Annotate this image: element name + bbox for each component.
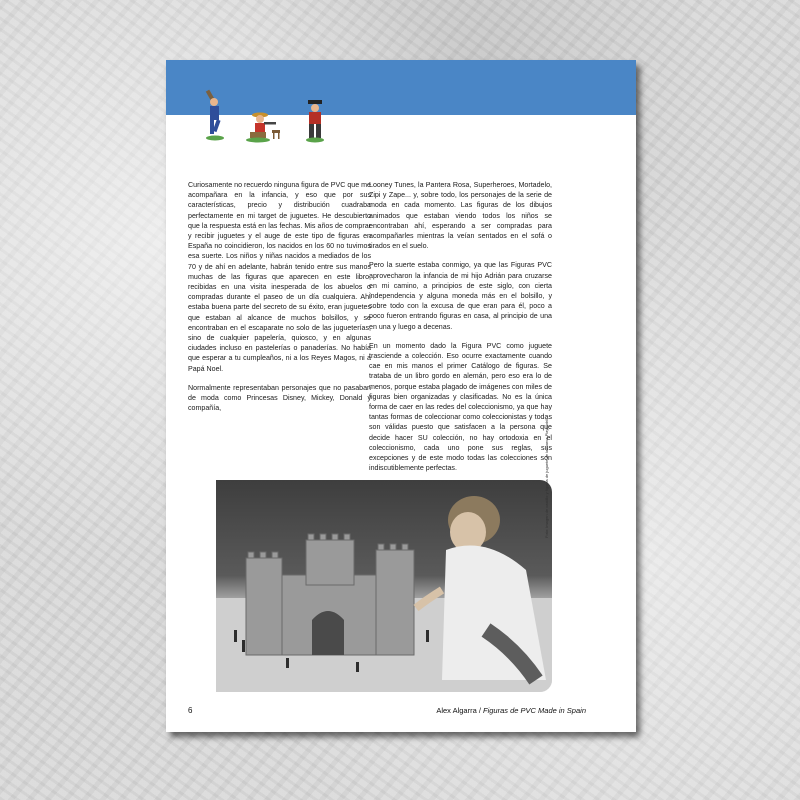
paragraph: Curiosamente no recuerdo ninguna figura de PVC que me acompañara en la infancia, y eso que por sus características, precio y distribución cuadraba perfectamente en mi target de juguetes. He descubierto que la respuesta está en las fechas. Mis años de comprar y recibir juguetes y el auge de este tipo de figuras en España no coincidieron, los nacidos en los 60 no tuvimos esa suerte. Los niños y niñas nacidos a mediados de los 70 y de ahí en adelante, habrán tenido entre sus manos muchas de las figuras que aparecen en este libro, recibidas en una visita inesperada de los abuelos o compradas durante el paseo de un día cualquiera. Ahí estaba buena parte del secreto de su éxito, eran juguetes que estaban al alcance de muchos bolsillos, y se encontraban en el escaparate no solo de las jugueterías, sino de cualquier papelería, quiosco, y en algunas ciudades incluso en pastelerías o panaderías. No había que esperar a tu cumpleaños, ni a los Reyes Magos, ni a Papá Noel. (188, 181, 371, 373)
figure-kneeling-cowboy (246, 113, 280, 143)
photo-illustration (216, 480, 552, 692)
paragraph: Normalmente representaban personajes que no pasaban de moda como Princesas Disney, Mickey, Donald y compañía, (188, 383, 371, 413)
photo-credit: Foto: Imagen de castillo y figuras de juguete de la marca Playmobil (544, 419, 549, 538)
left-text-column (188, 180, 371, 422)
castle-gate (312, 611, 344, 655)
right-text-column (369, 180, 552, 482)
book-page (166, 60, 636, 732)
page-number: 6 (188, 706, 193, 715)
footer-author: Alex Algarra / (436, 706, 481, 715)
footer-book-title: Figuras de PVC Made in Spain (483, 706, 586, 715)
pvc-figures-illustration (188, 82, 348, 162)
paragraph: Pero la suerte estaba conmigo, ya que las Figuras PVC aprovecharon la infancia de mi hijo Adrián para cruzarse en mi camino, a principios de este siglo, con cierta independencia y alguna moneda más en el bolsillo, y sobre todo con la excusa de que eran para él, poco a poco fueron entrando figuras en casa, al principio de una en una y luego a decenas. (369, 261, 552, 331)
paragraph: En un momento dado la Figura PVC como juguete trasciende a colección. Eso ocurre exactamente cuando cae en mis manos el primer Catálogo de figuras. Se trataba de un libro gordo en alemán, pero eso era lo de menos, porque estaba plagado de imágenes con miles de figuras bien organizadas y clasificadas. No es la única forma de caer en las redes del coleccionismo, ya que hay tantas formas de coleccionar como coleccionistas y todas son válidas puesto que satisfacen a la persona que decide hacer SU colección, no hay ortodoxia en el coleccionismo, cada uno pone sus reglas, sus excepciones y de este modo todas las colecciones son indiscutiblemente perfectas. (369, 341, 552, 473)
child-with-castle-photo (216, 480, 552, 692)
figure-axe-thrower (206, 90, 224, 141)
figure-bandit (306, 100, 324, 143)
paragraph: Looney Tunes, la Pantera Rosa, Superheroes, Mortadelo, Zipi y Zape... y, sobre todo, los personajes de la serie de moda en cada momento. Las figuras de los dibujos animados que estaban viendo todos los niños se encontraban ahí, esperando a ser compradas para acompañarles mientras la veían sentados en el sofá o tirados en el suelo. (369, 181, 552, 251)
page-footer (436, 706, 586, 715)
